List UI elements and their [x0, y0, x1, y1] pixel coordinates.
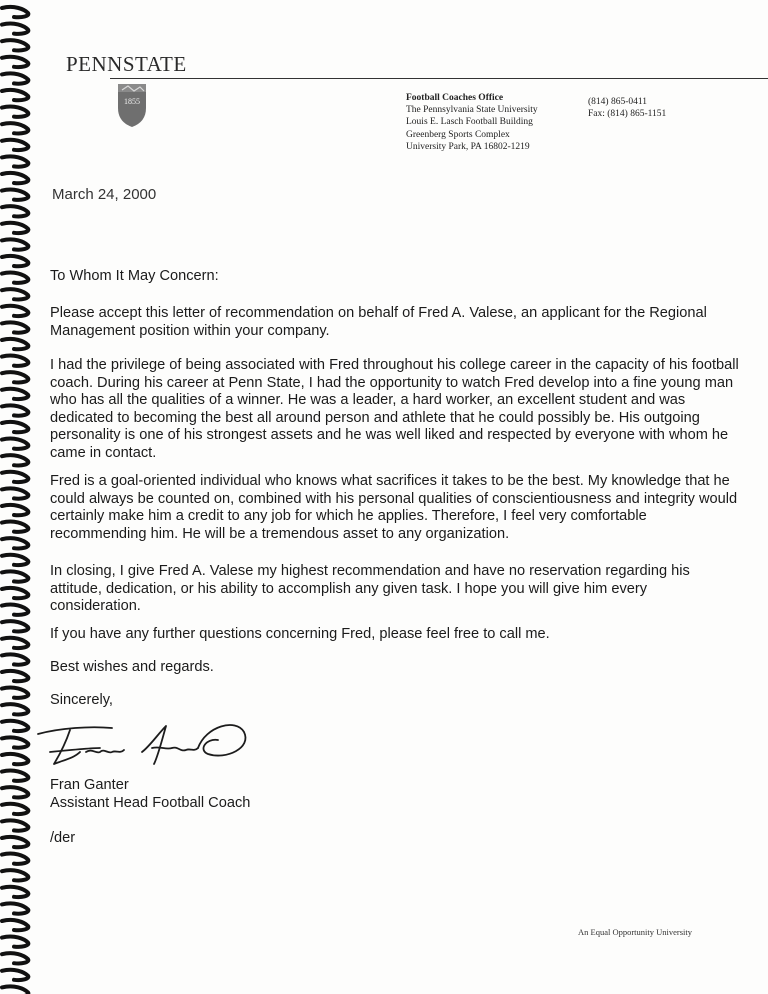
binding-coil [2, 206, 28, 216]
binding-coil [2, 887, 28, 897]
paragraph: Please accept this letter of recommendation on behalf of Fred A. Valese, an applicant for the Regional Management position within your company. [50, 305, 707, 339]
binding-coil [2, 970, 28, 980]
binding-coil [2, 472, 28, 482]
binding-coil [2, 488, 28, 498]
office-complex: Greenberg Sports Complex [406, 129, 510, 140]
office-address [406, 92, 538, 153]
binding-coil [2, 40, 28, 50]
binding-coil [2, 156, 28, 166]
closing: Sincerely, [50, 692, 113, 708]
handwritten-signature [30, 712, 270, 774]
binding-coil [2, 870, 28, 880]
spiral-binding [0, 0, 44, 994]
shield-year: 1855 [124, 97, 140, 106]
binding-coil [2, 688, 28, 698]
binding-coil [2, 638, 28, 648]
pennstate-wordmark: PENNSTATE [66, 52, 187, 76]
binding-coil [2, 754, 28, 764]
binding-coil [2, 555, 28, 565]
letter-date: March 24, 2000 [52, 186, 157, 203]
binding-coil [2, 654, 28, 664]
office-title: Football Coaches Office [406, 93, 504, 103]
binding-coil [2, 223, 28, 233]
binding-coil [2, 837, 28, 847]
binding-coil [2, 455, 28, 465]
binding-coil [2, 953, 28, 963]
binding-coil [2, 538, 28, 548]
letterhead-rule [110, 78, 768, 79]
binding-coil [2, 588, 28, 598]
binding-coil [2, 107, 28, 117]
binding-coil [2, 123, 28, 133]
paragraph: I had the privilege of being associated with Fred throughout his college career in the capacity of his football coach. During his career at Penn State, I had the opportunity to watch Fred develop into a fine young man who has all the qualities of a winner. He was a leader, a hard worker, an excellent student and was dedicated to becoming the best all around person and athlete that he could possibly be. His outgoing personality is one of his strongest assets and he was well liked and respected by everyone with whom he came in contact. [50, 357, 739, 461]
salutation: To Whom It May Concern: [50, 268, 219, 284]
signer-title: Assistant Head Football Coach [50, 795, 251, 811]
binding-coil [2, 273, 28, 283]
binding-coil [2, 737, 28, 747]
binding-coil [2, 903, 28, 913]
pennstate-logo [66, 52, 187, 77]
binding-coil [2, 621, 28, 631]
binding-coil [2, 804, 28, 814]
binding-coil [2, 24, 28, 34]
binding-coil [2, 73, 28, 83]
binding-coil [2, 389, 28, 399]
paragraph: Best wishes and regards. [50, 659, 214, 675]
binding-coil [2, 820, 28, 830]
binding-coil [2, 322, 28, 332]
binding-coil [2, 671, 28, 681]
binding-coil [2, 854, 28, 864]
office-city: University Park, PA 16802-1219 [406, 141, 530, 152]
binding-coil [2, 986, 28, 994]
paragraph: In closing, I give Fred A. Valese my highest recommendation and have no reservation regarding his attitude, dedication, or his ability to accomplish any given task. I hope you will give him every consideration. [50, 563, 690, 615]
binding-coil [2, 522, 28, 532]
binding-coil [2, 605, 28, 615]
shield-icon [116, 82, 148, 128]
binding-coil [2, 256, 28, 266]
binding-coil [2, 339, 28, 349]
office-phone: (814) 865-0411 [588, 97, 648, 107]
signer-name: Fran Ganter [50, 777, 129, 793]
binding-coil [2, 505, 28, 515]
office-contact [588, 96, 666, 120]
office-building: Louis E. Lasch Football Building [406, 117, 533, 128]
binding-coil [2, 289, 28, 299]
signer-block [50, 776, 250, 812]
binding-coil [2, 57, 28, 67]
binding-coil [2, 405, 28, 415]
binding-coil [2, 439, 28, 449]
binding-coil [2, 920, 28, 930]
paragraph: If you have any further questions concerning Fred, please feel free to call me. [50, 626, 550, 642]
office-fax: Fax: (814) 865-1151 [588, 109, 667, 120]
paragraph: Fred is a goal-oriented individual who knows what sacrifices it takes to be the best. My knowledge that he could always be counted on, combined with his personal qualities of conscientiousness and integrity would certainly make him a credit to any job for which he applies. Therefore, I feel very comfortable recommending him. He will be a tremendous asset to any organization. [50, 473, 738, 542]
binding-coil [2, 571, 28, 581]
typist-initials: /der [50, 830, 76, 846]
binding-coil [2, 7, 28, 17]
footer-note: An Equal Opportunity University [578, 927, 693, 937]
binding-coil [2, 90, 28, 100]
binding-coil [2, 306, 28, 316]
binding-coil [2, 704, 28, 714]
binding-coil [2, 140, 28, 150]
binding-coil [2, 239, 28, 249]
binding-coil [2, 771, 28, 781]
binding-coil [2, 356, 28, 366]
binding-coil [2, 190, 28, 200]
binding-coil [2, 787, 28, 797]
binding-coil [2, 937, 28, 947]
binding-coil [2, 173, 28, 183]
binding-coil [2, 721, 28, 731]
binding-coil [2, 372, 28, 382]
office-university: The Pennsylvania State University [406, 105, 538, 116]
binding-coil [2, 422, 28, 432]
